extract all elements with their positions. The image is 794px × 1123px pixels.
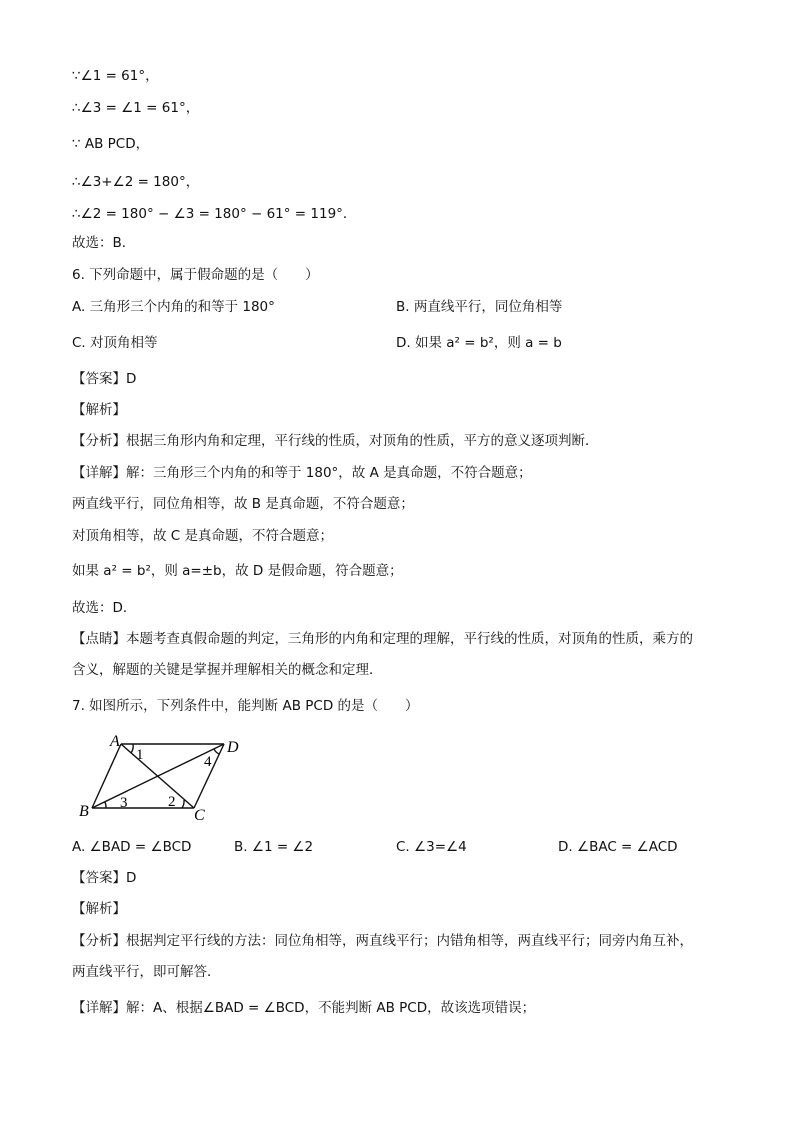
q6-analysis: 【分析】根据三角形内角和定理，平行线的性质，对顶角的性质，平方的意义逐项判断． [72, 433, 599, 449]
vertex-c: C [194, 807, 205, 824]
angle-arc-3 [105, 802, 106, 808]
q6-detail-3: 对顶角相等，故 C 是真命题，不符合题意； [72, 528, 334, 544]
angle-arc-1 [131, 744, 133, 753]
q6-comment-1: 【点睛】本题考查真假命题的判定，三角形的内角和定理的理解，平行线的性质，对顶角的性质，乘方的 [72, 631, 693, 647]
q7-option-c: C. ∠3=∠4 [396, 839, 467, 855]
angle-label-3: 3 [120, 795, 128, 811]
angle-arc-2 [182, 800, 184, 808]
angle-label-2: 2 [168, 794, 176, 810]
segment-ab [92, 744, 121, 808]
solution-line-2: ∴∠3 = ∠1 = 61°， [72, 100, 200, 116]
q6-detail-4: 如果 a² = b²，则 a=±b，故 D 是假命题，符合题意； [72, 563, 403, 579]
solution-line-1: ∵∠1 = 61°， [72, 68, 159, 84]
angle-label-4: 4 [204, 754, 212, 770]
q6-detail-5: 故选：D． [72, 600, 137, 616]
solution-line-4: ∴∠3+∠2 = 180°， [72, 174, 200, 190]
q7-stem: 7. 如图所示，下列条件中，能判断 AB PCD 的是（ ） [72, 698, 419, 714]
q7-option-b: B. ∠1 = ∠2 [234, 839, 314, 855]
parallelogram-figure [74, 730, 274, 826]
q6-stem: 6. 下列命题中，属于假命题的是（ ） [72, 267, 319, 283]
angle-arc-4 [214, 749, 219, 754]
q7-analysis-2: 两直线平行，即可解答． [72, 964, 221, 980]
q6-answer: 【答案】D [72, 371, 137, 387]
q6-option-c: C. 对顶角相等 [72, 335, 158, 351]
q6-detail-2: 两直线平行，同位角相等，故 B 是真命题，不符合题意； [72, 496, 414, 512]
q6-option-b: B. 两直线平行，同位角相等 [396, 299, 563, 315]
solution-line-5: ∴∠2 = 180° − ∠3 = 180° − 61° = 119°． [72, 206, 357, 222]
q7-answer: 【答案】D [72, 870, 137, 886]
angle-label-1: 1 [136, 747, 144, 763]
q6-option-d: D. 如果 a² = b²，则 a = b [396, 335, 562, 351]
q6-analysis-title: 【解析】 [72, 402, 126, 418]
vertex-a: A [110, 733, 120, 750]
q6-detail-1: 【详解】解：三角形三个内角的和等于 180°，故 A 是真命题，不符合题意； [72, 465, 532, 481]
q7-analysis-1: 【分析】根据判定平行线的方法：同位角相等，两直线平行；内错角相等，两直线平行；同旁内角互补， [72, 933, 693, 949]
q6-option-a: A. 三角形三个内角的和等于 180° [72, 299, 275, 315]
vertex-d: D [227, 739, 239, 756]
solution-line-3: ∵ AB PCD， [72, 136, 150, 152]
q6-comment-2: 含义，解题的关键是掌握并理解相关的概念和定理． [72, 662, 383, 678]
vertex-b: B [79, 803, 89, 820]
q7-option-a: A. ∠BAD = ∠BCD [72, 839, 192, 855]
q7-detail: 【详解】解：A、根据∠BAD = ∠BCD，不能判断 AB PCD，故该选项错误； [72, 1000, 536, 1016]
q7-analysis-title: 【解析】 [72, 901, 126, 917]
solution-choice: 故选：B． [72, 235, 136, 251]
q7-option-d: D. ∠BAC = ∠ACD [558, 839, 678, 855]
